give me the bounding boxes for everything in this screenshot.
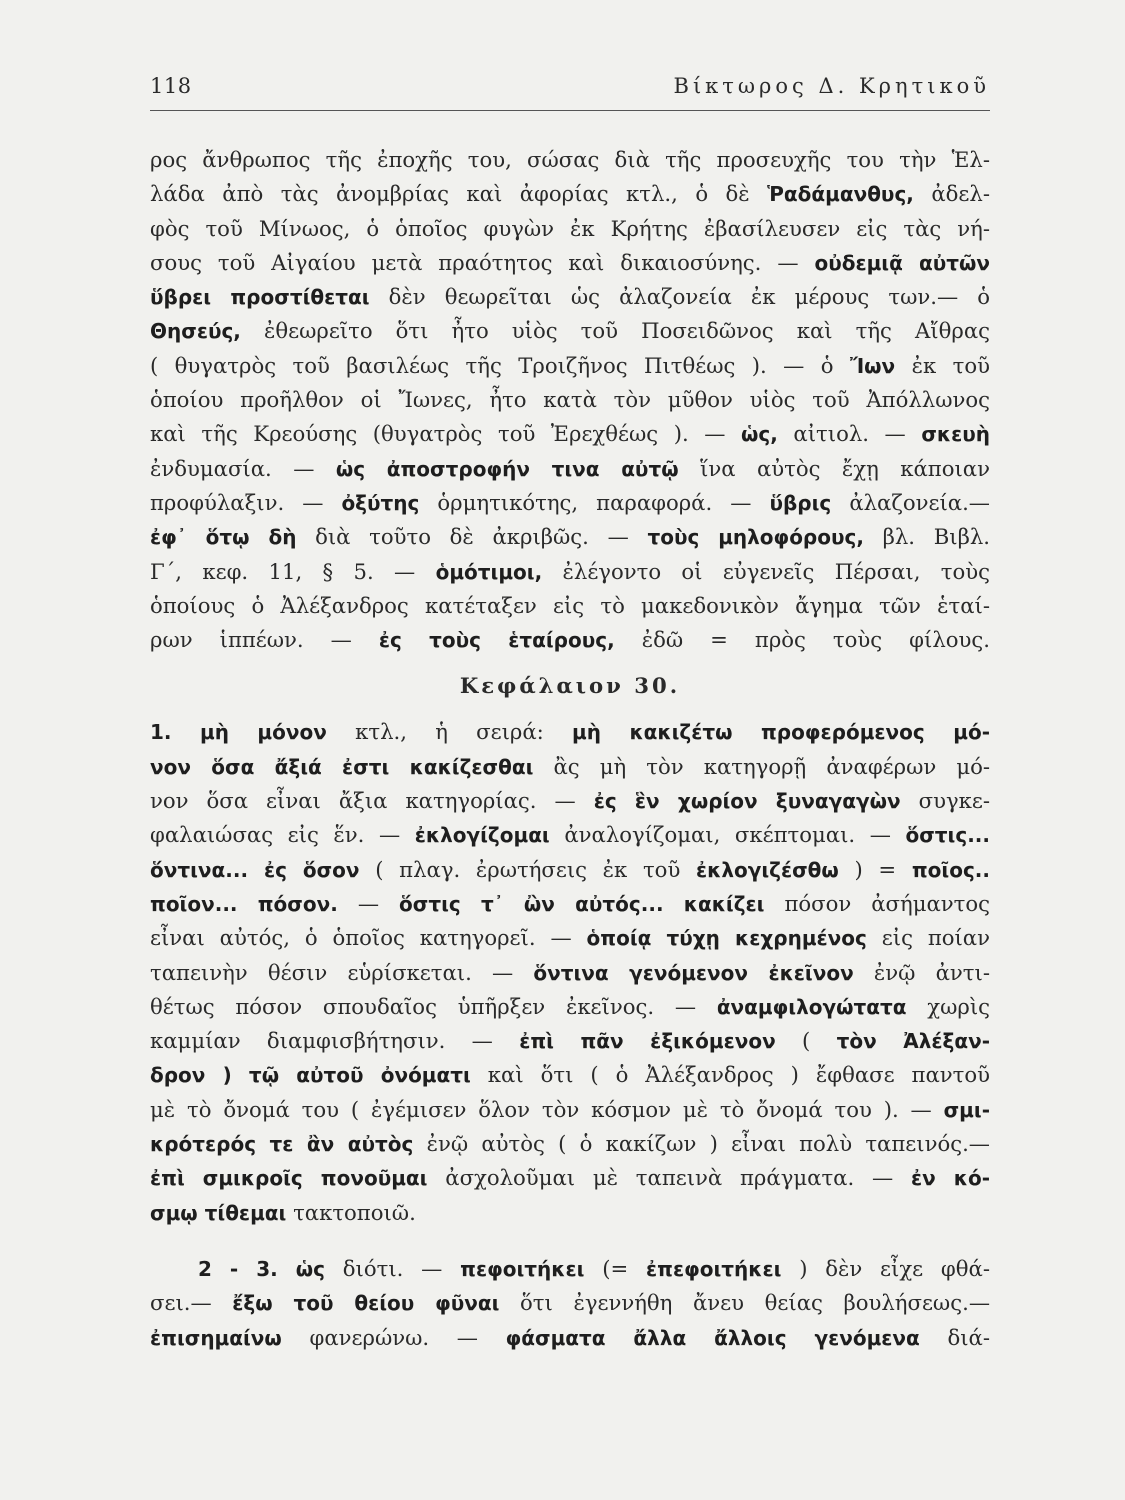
gloss-text: καμμίαν διαμφισβήτησιν. — xyxy=(150,1028,520,1054)
gloss-text: συγκε- xyxy=(900,788,990,814)
lemma-term: ἐπισημαίνω xyxy=(150,1325,282,1350)
gloss-text: δὲν θεωρεῖται ὡς ἀλαζονεία ἐκ μέρους των.— ὁ xyxy=(369,284,990,310)
lemma-term: ὕβρει προστίθεται xyxy=(150,285,370,310)
lemma-term: σκευὴ xyxy=(921,422,990,447)
text-line xyxy=(150,921,990,955)
text-line xyxy=(150,349,990,383)
gloss-text: καὶ τῆς Κρεούσης (θυγατρὸς τοῦ Ἐρεχθέως ). — xyxy=(150,421,742,447)
text-line xyxy=(150,1093,990,1127)
text-line xyxy=(150,1058,990,1092)
lemma-term: Ῥαδάμανθυς, xyxy=(767,182,914,207)
lemma-term: ὀξύτης xyxy=(341,490,420,515)
gloss-text: ἀλαζονεία.— xyxy=(831,489,990,515)
gloss-text: ) δὲν εἶχε φθά- xyxy=(781,1255,990,1281)
gloss-text: ρος ἄνθρωπος τῆς ἐποχῆς του, σώσας διὰ τῆς προσευχῆς του τὴν Ἑλ- xyxy=(150,147,990,172)
text-line xyxy=(150,853,990,887)
lemma-term: ἐς ἓν χωρίον ξυναγαγὼν xyxy=(593,789,901,814)
lemma-term: νον ὅσα ἄξιά ἐστι κακίζεσθαι xyxy=(150,754,534,779)
gloss-text: ἂς μὴ τὸν κατηγορῇ ἀναφέρων μό- xyxy=(533,753,991,779)
lemma-term: ὅντινα... ἐς ὅσον xyxy=(150,857,360,882)
gloss-text: ἐνδυμασία. — xyxy=(150,455,336,481)
gloss-text: φαλαιώσας εἰς ἕν. — xyxy=(150,822,415,848)
gloss-text: καὶ ὅτι ( ὁ Ἀλέξανδρος ) ἔφθασε παντοῦ xyxy=(470,1062,990,1088)
lemma-term: φάσματα ἄλλα ἄλλοις γενόμενα xyxy=(505,1325,920,1350)
text-line xyxy=(150,818,990,852)
gloss-text: ρων ἱππέων. — xyxy=(150,627,379,653)
text-line xyxy=(150,417,990,451)
text-line xyxy=(150,1127,990,1161)
gloss-text: ἐθεωρεῖτο ὅτι ἦτο υἱὸς τοῦ Ποσειδῶνος καὶ τῆς Αἴθρας xyxy=(240,318,990,344)
lemma-term: σμῳ τίθεμαι xyxy=(150,1200,287,1225)
text-line xyxy=(150,246,990,280)
gloss-text: ( xyxy=(775,1028,837,1054)
lemma-term: μὴ κακιζέτω προφερόμενος μό- xyxy=(572,720,990,745)
gloss-text: φανερώνω. — xyxy=(281,1324,506,1350)
text-line xyxy=(150,750,990,784)
gloss-text: προφύλαξιν. — xyxy=(150,489,342,515)
running-head-author: Βίκτωρος Δ. Κρητικοῦ xyxy=(673,74,990,98)
lemma-term: πεφοιτήκει xyxy=(460,1256,585,1281)
text-line xyxy=(150,212,990,246)
lemma-term: ὁποίᾳ τύχῃ κεχρημένος xyxy=(586,926,867,951)
lemma-term: ὁμότιμοι, xyxy=(435,559,543,584)
gloss-text: ἀδελ- xyxy=(913,181,990,207)
gloss-text: ) = xyxy=(838,856,912,882)
gloss-text: ( θυγατρὸς τοῦ βασιλέως τῆς Τροιζῆνος Πιτθέως ). — ὁ xyxy=(150,352,850,378)
lemma-term: ἐκλογιζέσθω xyxy=(696,857,839,882)
gloss-text: αἰτιολ. — xyxy=(777,421,922,447)
lemma-term: ἐπεφοιτήκει xyxy=(646,1256,782,1281)
lemma-term: ὡς ἀποστροφήν τινα αὐτῷ xyxy=(335,456,679,481)
text-line xyxy=(150,715,990,749)
gloss-text: χωρὶς xyxy=(906,993,990,1019)
lemma-term: ἐπὶ σμικροῖς πονοῦμαι xyxy=(150,1166,428,1191)
gloss-text: βλ. Βιβλ. xyxy=(863,524,990,550)
gloss-text: πόσον ἀσήμαντος xyxy=(764,890,990,916)
chapter-heading: Κεφάλαιον 30. xyxy=(459,673,681,699)
gloss-text: εἰς ποίαν xyxy=(866,925,990,951)
lemma-term: ἐν κό- xyxy=(910,1166,991,1191)
gloss-text: σει.— xyxy=(150,1290,233,1316)
text-line xyxy=(150,143,990,177)
text-line xyxy=(150,589,990,623)
gloss-text: νον ὅσα εἶναι ἄξια κατηγορίας. — xyxy=(150,788,594,814)
text-line xyxy=(150,1321,990,1355)
gloss-text: ἐνῷ αὐτὸς ( ὁ κακίζων ) εἶναι πολὺ ταπεινός.— xyxy=(413,1131,990,1157)
gloss-text: ὅτι ἐγεννήθη ἄνευ θείας βουλήσεως.— xyxy=(499,1290,991,1316)
text-line xyxy=(150,1252,990,1286)
text-line xyxy=(150,784,990,818)
text-line xyxy=(150,452,990,486)
text-line xyxy=(150,486,990,520)
lemma-term: ὡς, xyxy=(741,422,778,447)
text-line xyxy=(150,555,990,589)
gloss-text: ἐλέγοντο οἱ εὐγενεῖς Πέρσαι, τοὺς xyxy=(542,558,990,584)
lemma-term: ποῖος.. xyxy=(911,857,990,882)
text-line xyxy=(150,990,990,1024)
lemma-term: ὅστις... xyxy=(905,823,990,848)
gloss-text: ἀσχολοῦμαι μὲ ταπεινὰ πράγματα. — xyxy=(427,1165,911,1191)
gloss-text: ἐκ τοῦ xyxy=(895,352,990,378)
gloss-text: διὰ τοῦτο δὲ ἀκριβῶς. — xyxy=(296,524,648,550)
text-line xyxy=(150,1196,990,1230)
gloss-text: ὁποίους ὁ Ἀλέξανδρος κατέταξεν εἰς τὸ μακεδονικὸν ἄγημα τῶν ἑταί- xyxy=(150,592,990,618)
gloss-text: ἵνα αὐτὸς ἔχῃ κάποιαν xyxy=(678,455,990,481)
text-line xyxy=(150,177,990,211)
text-line xyxy=(150,280,990,314)
gloss-text: ἀναλογίζομαι, σκέπτομαι. — xyxy=(549,822,906,848)
gloss-text: σους τοῦ Αἰγαίου μετὰ πραότητος καὶ δικαιοσύνης. — xyxy=(150,249,815,275)
gloss-text: φὸς τοῦ Μίνωος, ὁ ὁποῖος φυγὼν ἐκ Κρήτης ἐβασίλευσεν εἰς τὰς νή- xyxy=(150,215,990,241)
gloss-text: κτλ., ἡ σειρά: xyxy=(326,719,573,745)
page-number: 118 xyxy=(150,74,192,98)
lemma-term: ποῖον... πόσον. xyxy=(150,891,338,916)
running-header xyxy=(150,74,990,104)
gloss-text: θέτως πόσον σπουδαῖος ὑπῆρξεν ἐκεῖνος. — xyxy=(150,993,717,1019)
text-line xyxy=(150,520,990,554)
text-line xyxy=(150,383,990,417)
lemma-term: ἐς τοὺς ἑταίρους, xyxy=(378,628,615,653)
lemma-term: ἐφ᾿ ὅτῳ δὴ xyxy=(150,525,297,550)
gloss-text: ταπεινὴν θέσιν εὑρίσκεται. — xyxy=(150,959,534,985)
gloss-text: διότι. — xyxy=(325,1255,461,1281)
text-line xyxy=(150,314,990,348)
gloss-text: ἐνῷ ἀντι- xyxy=(853,959,990,985)
lemma-term: ὅντινα γενόμενον ἐκεῖνον xyxy=(533,960,854,985)
lemma-term: ἐκλογίζομαι xyxy=(414,823,550,848)
text-line xyxy=(150,1161,990,1195)
gloss-text: μὲ τὸ ὄνομά του ( ἐγέμισεν ὅλον τὸν κόσμον μὲ τὸ ὄνομά του ). — xyxy=(150,1096,944,1122)
lemma-term: ἀναμφιλογώτατα xyxy=(716,994,907,1019)
header-rule xyxy=(150,110,990,111)
lemma-term: 2 - 3. ὡς xyxy=(198,1256,326,1281)
gloss-text: ὁρμητικότης, παραφορά. — xyxy=(419,489,770,515)
lemma-term: δρον ) τῷ αὐτοῦ ὀνόματι xyxy=(150,1063,471,1088)
text-line xyxy=(150,887,990,921)
gloss-text: (= xyxy=(584,1255,647,1281)
lemma-term: Θησεύς, xyxy=(150,319,241,344)
lemma-term: τὸν Ἀλέξαν- xyxy=(836,1029,990,1054)
lemma-term: σμι- xyxy=(943,1097,990,1122)
gloss-text: ὁποίου προῆλθον οἱ Ἴωνες, ἦτο κατὰ τὸν μῦθον υἱὸς τοῦ Ἀπόλλωνος xyxy=(150,387,990,413)
text-line xyxy=(150,1024,990,1058)
lemma-term: κρότερός τε ἂν αὐτὸς xyxy=(150,1132,414,1157)
lemma-term: οὐδεμιᾷ αὐτῶν xyxy=(814,250,990,275)
gloss-text: τακτοποιῶ. xyxy=(286,1199,416,1225)
lemma-term: τοὺς μηλοφόρους, xyxy=(647,525,864,550)
lemma-term: Ἴων xyxy=(849,353,896,378)
lemma-term: ἔξω τοῦ θείου φῦναι xyxy=(232,1291,500,1316)
paragraph-gap xyxy=(150,1230,990,1252)
gloss-text: λάδα ἀπὸ τὰς ἀνομβρίας καὶ ἀφορίας κτλ., ὁ δὲ xyxy=(150,181,768,207)
text-line xyxy=(150,623,990,657)
lemma-term: ὅστις τ᾿ ὢν αὐτός... κακίζει xyxy=(399,891,765,916)
gloss-text: εἶναι αὐτός, ὁ ὁποῖος κατηγορεῖ. — xyxy=(150,925,587,951)
commentary-text xyxy=(150,143,990,1355)
gloss-text: διά- xyxy=(919,1324,990,1350)
gloss-text: ( πλαγ. ἐρωτήσεις ἐκ τοῦ xyxy=(359,856,696,882)
text-line xyxy=(150,956,990,990)
gloss-text: Γ΄, κεφ. 11, § 5. — xyxy=(150,558,436,584)
lemma-term: 1. μὴ μόνον xyxy=(150,720,327,745)
lemma-term: ὕβρις xyxy=(769,490,832,515)
gloss-text: — xyxy=(337,890,399,916)
lemma-term: ἐπὶ πᾶν ἐξικόμενον xyxy=(519,1029,776,1054)
gloss-text: ἐδῶ = πρὸς τοὺς φίλους. xyxy=(614,627,990,653)
text-line xyxy=(150,1286,990,1320)
